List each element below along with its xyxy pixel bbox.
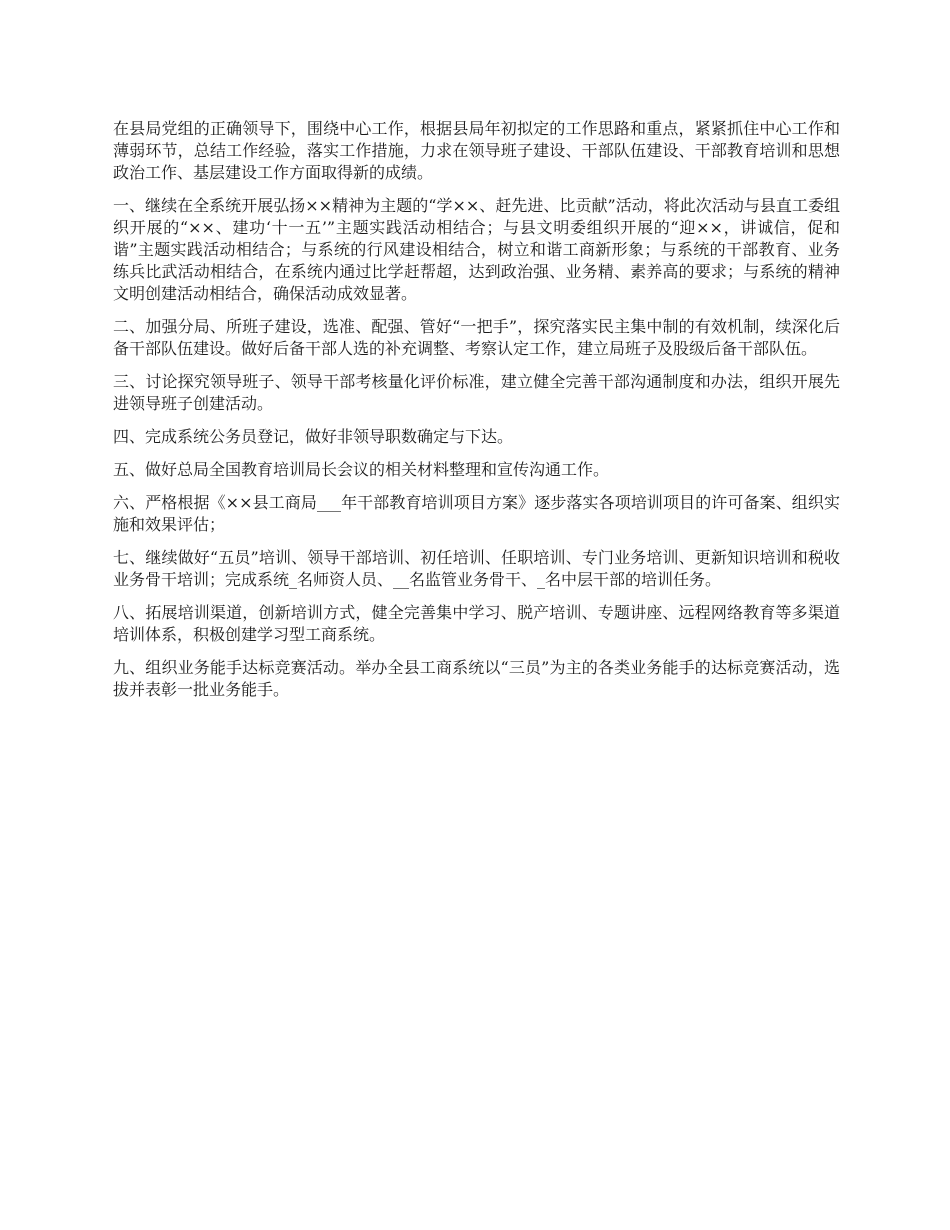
item-paragraph-5: 五、做好总局全国教育培训局长会议的相关材料整理和宣传沟通工作。 <box>113 460 610 479</box>
document-body <box>113 118 840 712</box>
item-paragraph-1: 一、继续在全系统开展弘扬××精神为主题的“学××、赶先进、比贡献”活动，将此次活动与县直工委组织开展的“××、建功‘十一五’”主题实践活动相结合；与县文明委组织开展的“迎××，讲诚信，促和谐”主题实践活动相结合；与系统的行风建设相结合，树立和谐工商新形象；与系统的干部教育、业务练兵比武活动相结合，在系统内通过比学赶帮超，达到政治强、业务精、素养高的要求；与系统的精神文明创建活动相结合，确保活动成效显著。 <box>113 196 840 303</box>
item-paragraph-8: 八、拓展培训渠道，创新培训方式，健全完善集中学习、脱产培训、专题讲座、远程网络教育等多渠道培训体系，积极创建学习型工商系统。 <box>113 603 840 644</box>
item-paragraph-4: 四、完成系统公务员登记，做好非领导职数确定与下达。 <box>113 427 514 446</box>
item-paragraph-6: 六、严格根据《××县工商局___年干部教育培训项目方案》逐步落实各项培训项目的许可备案、组织实施和效果评估； <box>113 493 840 534</box>
intro-paragraph: 在县局党组的正确领导下，围绕中心工作，根据县局年初拟定的工作思路和重点，紧紧抓住中心工作和薄弱环节，总结工作经验，落实工作措施，力求在领导班子建设、干部队伍建设、干部教育培训和思想政治工作、基层建设工作方面取得新的成绩。 <box>113 119 840 182</box>
item-paragraph-9: 九、组织业务能手达标竞赛活动。举办全县工商系统以“三员”为主的各类业务能手的达标竞赛活动，选拔并表彰一批业务能手。 <box>113 658 840 699</box>
item-paragraph-2: 二、加强分局、所班子建设，选准、配强、管好“一把手”，探究落实民主集中制的有效机制，续深化后备干部队伍建设。做好后备干部人选的补充调整、考察认定工作，建立局班子及股级后备干部队伍。 <box>113 317 840 358</box>
item-paragraph-3: 三、讨论探究领导班子、领导干部考核量化评价标准，建立健全完善干部沟通制度和办法，组织开展先进领导班子创建活动。 <box>113 372 840 413</box>
item-paragraph-7: 七、继续做好“五员”培训、领导干部培训、初任培训、任职培训、专门业务培训、更新知识培训和税收业务骨干培训；完成系统_名师资人员、__名监管业务骨干、_名中层干部的培训任务。 <box>113 548 840 589</box>
